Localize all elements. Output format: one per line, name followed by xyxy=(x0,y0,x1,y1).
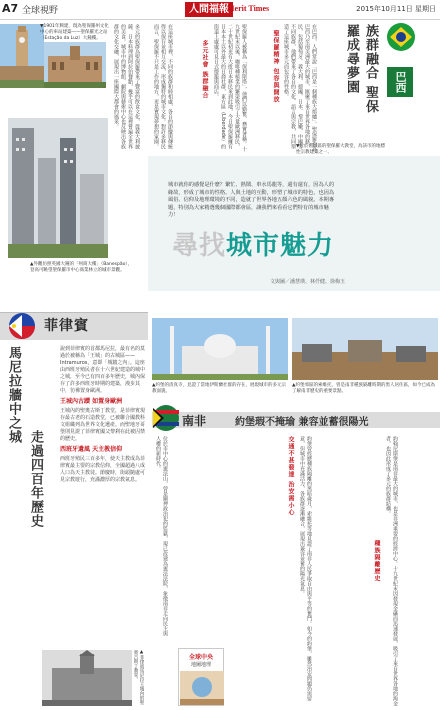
masthead-english: Merit Times xyxy=(227,4,270,13)
brazil-subhead-1: 聖保羅精神 包容與開放 xyxy=(272,30,279,104)
section-title: 全球視野 xyxy=(22,6,59,16)
photo-manila-church xyxy=(42,650,132,706)
south-africa-subhead-1: 交通不甚發達 治安需小心 xyxy=(287,436,294,517)
photo-city-aerial xyxy=(8,118,108,258)
south-africa-flag xyxy=(152,404,180,432)
philippines-subhead-2: 西班牙遺風 天主教信仰 xyxy=(60,446,123,453)
feature-title xyxy=(172,225,334,262)
brazil-subhead-1-wrap xyxy=(271,30,281,120)
south-africa-headline: 約堡瑕不掩瑜 兼容並蓄很陽光 xyxy=(235,417,369,428)
brazil-body-3: 在這座城市裡，不同的族群和睦相處，各自的節慶與傳統得以保存並相互交流，形成獨特的城市文化。對許多移民而言，聖保羅不只是工作的地方，更是實現夢想的家園。 xyxy=(153,24,173,149)
sa-column-3 xyxy=(384,436,438,706)
brazil-column-1 xyxy=(112,24,150,152)
brazil-subhead-2: 多元社會 族群融合 xyxy=(201,40,208,100)
south-africa-body-3: 位於市中心的憲法山，曾是關押政治犯的監獄，現已改建為憲法法院，象徵南非走向民主與人權的新時代。 xyxy=(155,436,168,636)
brazil-body-4: 多元的族群為聖保羅帶來了豐富的飲食文化，從義大利披薩、日本料理到阿拉伯餐點，幾乎可以在這裡嘗遍全世界的美食。城市中的博物館、劇院與藝術中心也反映出各族群的文化交融，展現出一座國際大都會的風采。 xyxy=(113,24,140,149)
caption-aerial: ▲外觀仿照英國大鐘的「州商大樓」（Banespão），登高可眺望聖保羅市中心商業林立的城市景觀。 xyxy=(30,262,133,273)
south-africa-subhead-2: 種族隔離歷史 xyxy=(373,540,380,582)
philippines-headline-1-wrap xyxy=(4,346,26,516)
caption-mosque: ▲約堡的清真寺，見證了當地伊斯蘭社群的存在，展現城市的多元宗教面貌。 xyxy=(152,383,286,394)
brazil-column-4 xyxy=(282,24,340,152)
book-advert xyxy=(178,648,224,706)
south-africa-country: 南非 xyxy=(182,414,207,428)
brazil-column-3 xyxy=(212,24,270,152)
feature-title-a: 尋找 xyxy=(172,231,227,261)
caption-station: ▼1901年興建，現為聖保羅州文化中心的車站建築——聖保羅光之站（Estação da Luz）大鐘樓。 xyxy=(40,24,109,41)
philippines-body-2: 王城內的聖奧古斯丁教堂，是菲律賓現存最古老的石造教堂，已被聯合國教科文組織列為世界文化遺產。而聖地牙哥堡則見證了菲律賓國父黎剎在此被囚禁的歷史。 xyxy=(60,408,146,442)
issue-date: 2015年10月11日 星期日 xyxy=(356,5,436,13)
photo-mosque xyxy=(152,318,288,380)
philippines-headline-1: 馬尼拉牆中之城 xyxy=(6,346,21,444)
south-africa-body-1: 約翰尼斯堡是南非最大的城市，也是非洲重要的經濟中心。十九世紀末因發現金礦而迅速發展，吸引了來自世界各地的淘金者，也因此形成了多元的族群結構。 xyxy=(385,436,398,706)
philippines-body-1: 說到菲律賓的首都馬尼拉，最有名的莫過於被稱為「王城」的古城區——Intramuros，意即「城牆之內」。這座由西班牙殖民者在十六世紀建造的城中之城，至今已有四百多年歷史，城內保存了許多西班牙時期的建築，漫步其中，彷彿置身歐洲。 xyxy=(60,346,146,394)
philippines-body-3: 西班牙殖民三百多年，使天主教成為菲律賓最主要的宗教信仰，全國超過八成人口為天主教徒。節慶時，街頭隨處可見宗教遊行，充滿濃厚的宗教氣息。 xyxy=(60,456,146,483)
brazil-column-2 xyxy=(152,24,200,152)
sa-subhead-2-wrap xyxy=(372,540,382,620)
book-subtitle: 地圖地理 xyxy=(190,662,211,668)
brazil-body-2: 聖保羅人被稱為「保利斯塔」，他們以勤奮、務實著稱。十九世紀末以後，咖啡種植業的繁榮吸引了大量歐洲移民，二十世紀初更有大批日本移民來到此地，今日聖保羅擁有日本本土以外最大的日裔社群，東方區（Liberdade）的街道上處處可見日式燈籠與商店。 xyxy=(213,24,247,152)
philippines-text-col xyxy=(60,346,148,648)
feature-byline: 文與圖／潘慧瑛、林仟健、徐梅玉 xyxy=(270,279,346,285)
philippines-country: 菲律賓 xyxy=(44,318,89,334)
sa-column-1 xyxy=(154,436,284,640)
page-header xyxy=(0,0,440,20)
brazil-subhead-2-wrap xyxy=(200,40,210,120)
philippines-subhead-1: 王城內古蹟 如置身歐洲 xyxy=(60,398,123,405)
south-africa-body-2: 約堡曾經歷種族隔離的黑暗歲月，索維托等地見證了南非人民爭取自由與平等的奮鬥。如今的約堡，雖然治安問題仍需留意，但城市中充滿活力，各族群逐漸融合，展現出兼容並蓄的陽光氣息。 xyxy=(299,436,312,701)
book-title: 全球中央 xyxy=(188,654,213,661)
philippines-flag xyxy=(8,312,36,340)
feature-intro: 城市就你的感覺是什麼？繁忙、熱鬧、車水馬龍等，還有還有，因為人的緣故，形成了城市的性格。人與土地的互動，形塑了城市的特色，也因為風俗、信仰及地理環境的不同，造就了世界各地五顏六色的風貌。本期專題，特別為大家精選幾個國際都會區，讓我們來看看它們特有的城市魅力！ xyxy=(168,182,335,218)
masthead-logo: 人間福報 xyxy=(185,2,233,17)
brazil-headline: 族群融合 聖保羅成尋夢園 xyxy=(344,24,378,114)
philippines-headline-2: 走過四百年歷史 xyxy=(28,430,43,528)
brazil-flag xyxy=(386,22,416,52)
brazil-body-1: 在巴西，人們常說「巴西是一個種族大熔爐」。聖保羅作為巴西乃至南美洲最大的城市，匯聚了來自世界各地的移民，包括葡萄牙、義大利、德國、日本、黎巴嫩、中國等不同族群，他們帶來了各自的文化、語言與宗教，共同塑造了這座城市多元而包容的性格。 xyxy=(283,24,317,152)
sa-column-2 xyxy=(298,436,370,706)
brazil-headline-wrap xyxy=(342,24,386,124)
photo-clock-tower xyxy=(0,24,44,88)
sa-subhead-1-wrap xyxy=(286,436,296,536)
caption-manila: ▲菲律賓馬尼拉王城內的聖奧古斯丁教堂。 xyxy=(133,650,144,705)
photo-station-building xyxy=(44,42,106,88)
section-code: A7 xyxy=(2,2,19,15)
caption-township: ▲約堡郊區的索維托，曾是南非種族隔離時期的黑人居住區，如今已成為了解南非歷史的重要景點。 xyxy=(292,383,435,394)
feature-band xyxy=(148,156,440,291)
brazil-country-label: 巴西 xyxy=(387,67,413,97)
photo-township xyxy=(292,318,438,380)
caption-cathedral: ▼位於舊城區的聖保羅大教堂，為該市的地標性宗教建築之一。 xyxy=(296,144,385,155)
philippines-headline-2-wrap xyxy=(26,430,48,580)
book-cover-art xyxy=(180,671,224,705)
feature-title-b: 城市魅力 xyxy=(226,231,335,261)
